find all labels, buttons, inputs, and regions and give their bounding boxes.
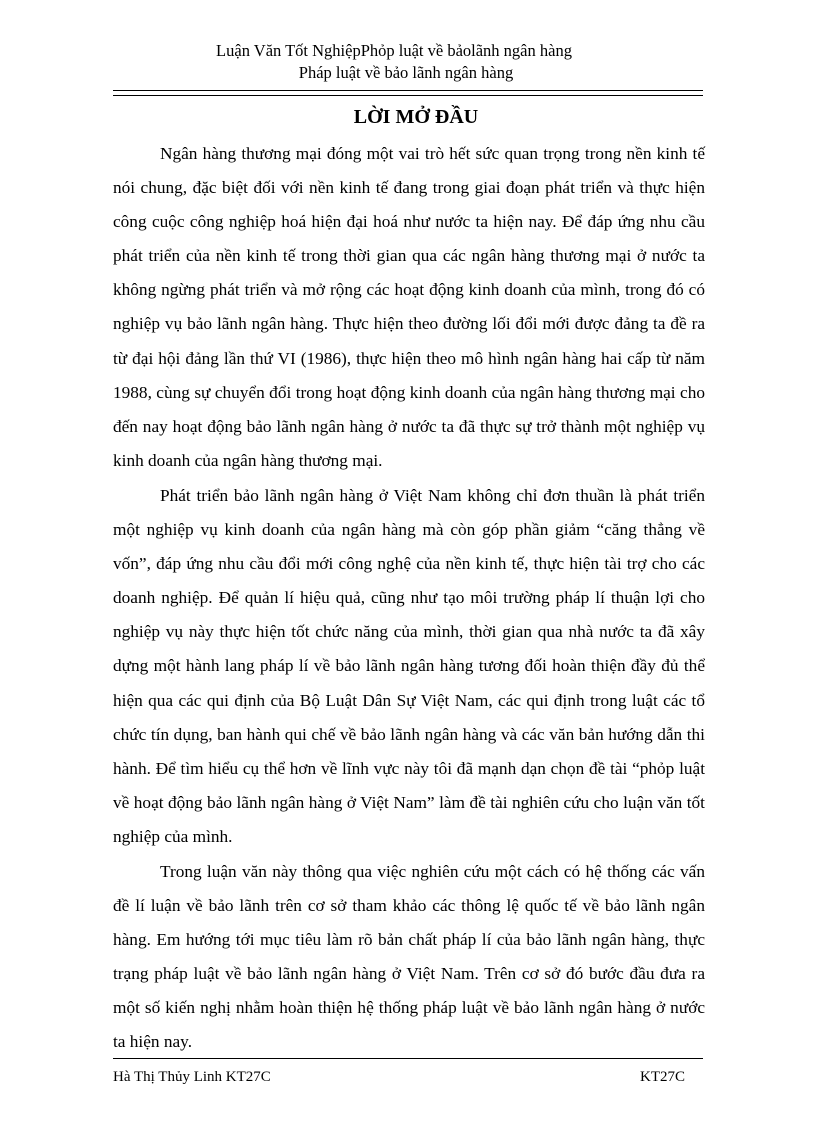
header-subtitle: Pháp luật về bảo lãnh ngân hàng xyxy=(298,63,514,82)
header-divider xyxy=(113,90,703,96)
page-header xyxy=(0,40,816,84)
header-thesis-title: Luận Văn Tốt NghiệpPhỏp luật về bảolãnh ngân hàng xyxy=(216,41,572,60)
page-title: LỜI MỞ ĐẦU xyxy=(353,106,479,128)
paragraph-2: Phát triển bảo lãnh ngân hàng ở Việt Nam không chỉ đơn thuần là phát triển một nghiệp vụ kinh doanh của ngân hàng mà còn góp phần giảm “căng thẳng về vốn”, đáp ứng nhu cầu đổi mới công nghệ của nền kinh tế, thực hiện tài trợ cho các doanh nghiệp. Để quản lí hiệu quả, cũng như tạo môi trường pháp lí thuận lợi cho nghiệp vụ này thực hiện tốt chức năng của mình, thời gian qua nhà nước ta đã xây dựng một hành lang pháp lí về bảo lãnh ngân hàng tương đối hoàn thiện đầy đủ thể hiện qua các qui định của Bộ Luật Dân Sự Việt Nam, các qui định trong luật các tổ chức tín dụng, ban hành qui chế về bảo lãnh ngân hàng và các văn bản hướng dẫn thi hành. Để tìm hiểu cụ thể hơn về lĩnh vực này tôi đã mạnh dạn chọn đề tài “phỏp luật về hoạt động bảo lãnh ngân hàng ở Việt Nam” làm đề tài nghiên cứu cho luận văn tốt nghiệp của mình. xyxy=(113,485,705,846)
body-text xyxy=(113,137,705,1061)
footer-class-code: KT27C xyxy=(640,1069,685,1085)
paragraph-1: Ngân hàng thương mại đóng một vai trò hết sức quan trọng trong nền kinh tế nói chung, đặc biệt đối với nền kinh tế đang trong giai đoạn phát triển và thực hiện công cuộc công nghiệp hoá hiện đại hoá như nước ta hiện nay. Để đáp ứng nhu cầu phát triển của nền kinh tế trong thời gian qua các ngân hàng thương mại ở nước ta không ngừng phát triển và mở rộng các hoạt động kinh doanh của mình, trong đó có nghiệp vụ bảo lãnh ngân hàng. Thực hiện theo đường lối đổi mới được đảng ta đề ra từ đại hội đảng lần thứ VI (1986), thực hiện theo mô hình ngân hàng hai cấp từ năm 1988, cùng sự chuyển đổi trong hoạt động kinh doanh của ngân hàng thương mại cho đến nay hoạt động bảo lãnh ngân hàng ở nước ta đã thực sự trở thành một nghiệp vụ kinh doanh của ngân hàng thương mại. xyxy=(113,144,705,470)
footer-divider xyxy=(113,1058,703,1059)
footer-author: Hà Thị Thủy Linh KT27C xyxy=(113,1069,271,1085)
paragraph-3: Trong luận văn này thông qua việc nghiên cứu một cách có hệ thống các vấn đề lí luận về bảo lãnh trên cơ sở tham khảo các thông lệ quốc tế về bảo lãnh ngân hàng. Em hướng tới mục tiêu làm rõ bản chất pháp lí của bảo lãnh ngân hàng, thực trạng pháp luật về bảo lãnh ngân hàng ở Việt Nam. Trên cơ sở đó bước đầu đưa ra một số kiến nghị nhằm hoàn thiện hệ thống pháp luật về bảo lãnh ngân hàng ở nước ta hiện nay. xyxy=(113,861,705,1052)
